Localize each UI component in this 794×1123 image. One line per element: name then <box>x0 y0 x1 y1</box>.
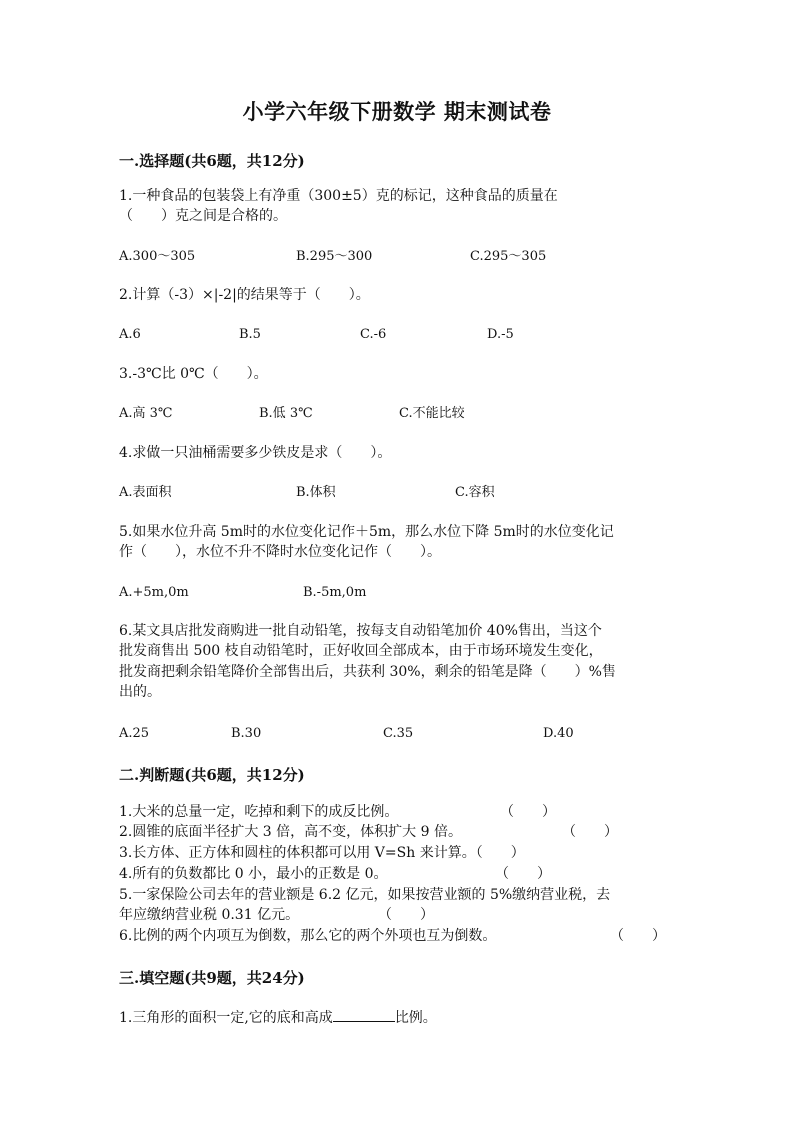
question-2-option-b: B.5 <box>239 327 261 342</box>
answer-blank[interactable] <box>333 1007 395 1022</box>
tf-item-6: 6.比例的两个内项互为倒数，那么它的两个外项也互为倒数。 <box>119 928 497 944</box>
fill-question-1-before: 1.三角形的面积一定,它的底和高成 <box>119 1010 333 1026</box>
question-1-option-a: A.300～305 <box>119 249 196 264</box>
tf-item-5-line-1: 5.一家保险公司去年的营业额是 6.2 亿元，如果按营业额的 5%缴纳营业税，去 <box>119 887 611 903</box>
question-6-option-b: B.30 <box>231 726 262 741</box>
question-5-option-a: A.+5m,0m <box>119 585 189 600</box>
question-4-option-c: C.容积 <box>455 485 495 500</box>
question-1-line-2: （ ）克之间是合格的。 <box>119 208 287 224</box>
question-2-option-d: D.-5 <box>487 327 514 342</box>
question-4-option-b: B.体积 <box>296 485 336 500</box>
question-2-option-c: C.-6 <box>360 327 387 342</box>
section-heading-fill-blank: 三.填空题(共9题，共24分) <box>119 969 305 987</box>
tf-item-1-answer-paren: （ ） <box>500 804 556 820</box>
page-title: 小学六年级下册数学 期末测试卷 <box>242 99 552 124</box>
question-3: 3.-3℃比 0℃（ ）。 <box>119 366 268 382</box>
section-heading-choice: 一.选择题(共6题，共12分) <box>119 152 305 170</box>
question-6-line-1: 6.某文具店批发商购进一批自动铅笔，按每支自动铅笔加价 40%售出，当这个 <box>119 623 602 639</box>
question-6-option-d: D.40 <box>543 726 574 741</box>
question-6-option-c: C.35 <box>383 726 414 741</box>
tf-item-2: 2.圆锥的底面半径扩大 3 倍，高不变，体积扩大 9 倍。 <box>119 824 462 840</box>
tf-item-4: 4.所有的负数都比 0 小，最小的正数是 0。 <box>119 866 388 882</box>
section-heading-true-false: 二.判断题(共6题，共12分) <box>119 766 305 784</box>
fill-question-1 <box>119 1007 679 1028</box>
tf-item-2-answer-paren: （ ） <box>562 824 618 840</box>
fill-question-1-after: 比例。 <box>394 1010 437 1026</box>
tf-item-5-line-2: 年应缴纳营业税 0.31 亿元。 <box>119 907 300 923</box>
tf-item-4-answer-paren: （ ） <box>495 866 551 882</box>
question-6-option-a: A.25 <box>119 726 150 741</box>
question-6-line-3: 批发商把剩余铅笔降价全部售出后，共获利 30%，剩余的铅笔是降（ ）%售 <box>119 664 616 680</box>
question-2-option-a: A.6 <box>119 327 141 342</box>
question-5-option-b: B.-5m,0m <box>303 585 367 600</box>
question-5-line-1: 5.如果水位升高 5m时的水位变化记作＋5m，那么水位下降 5m时的水位变化记 <box>119 524 614 540</box>
tf-item-6-answer-paren: （ ） <box>610 928 666 944</box>
tf-item-5-answer-paren: （ ） <box>378 907 434 923</box>
question-1-line-1: 1.一种食品的包装袋上有净重（300±5）克的标记，这种食品的质量在 <box>119 188 558 204</box>
tf-item-1: 1.大米的总量一定，吃掉和剩下的成反比例。 <box>119 804 399 820</box>
question-3-option-a: A.高 3℃ <box>119 406 173 421</box>
question-4-option-a: A.表面积 <box>119 485 172 500</box>
question-6-line-4: 出的。 <box>119 684 161 700</box>
question-2: 2.计算（-3）×|-2|的结果等于（ ）。 <box>119 287 370 303</box>
tf-item-3: 3.长方体、正方体和圆柱的体积都可以用 V=Sh 来计算。（ ） <box>119 845 525 861</box>
question-1-option-b: B.295～300 <box>296 249 373 264</box>
question-3-option-b: B.低 3℃ <box>259 406 313 421</box>
question-6-line-2: 批发商售出 500 枝自动铅笔时，正好收回全部成本，由于市场环境发生变化， <box>119 643 603 659</box>
question-5-line-2: 作（ ），水位不升不降时水位变化记作（ ）。 <box>119 544 441 560</box>
question-4: 4.求做一只油桶需要多少铁皮是求（ ）。 <box>119 445 392 461</box>
question-1-option-c: C.295～305 <box>470 249 547 264</box>
question-3-option-c: C.不能比较 <box>399 406 465 421</box>
